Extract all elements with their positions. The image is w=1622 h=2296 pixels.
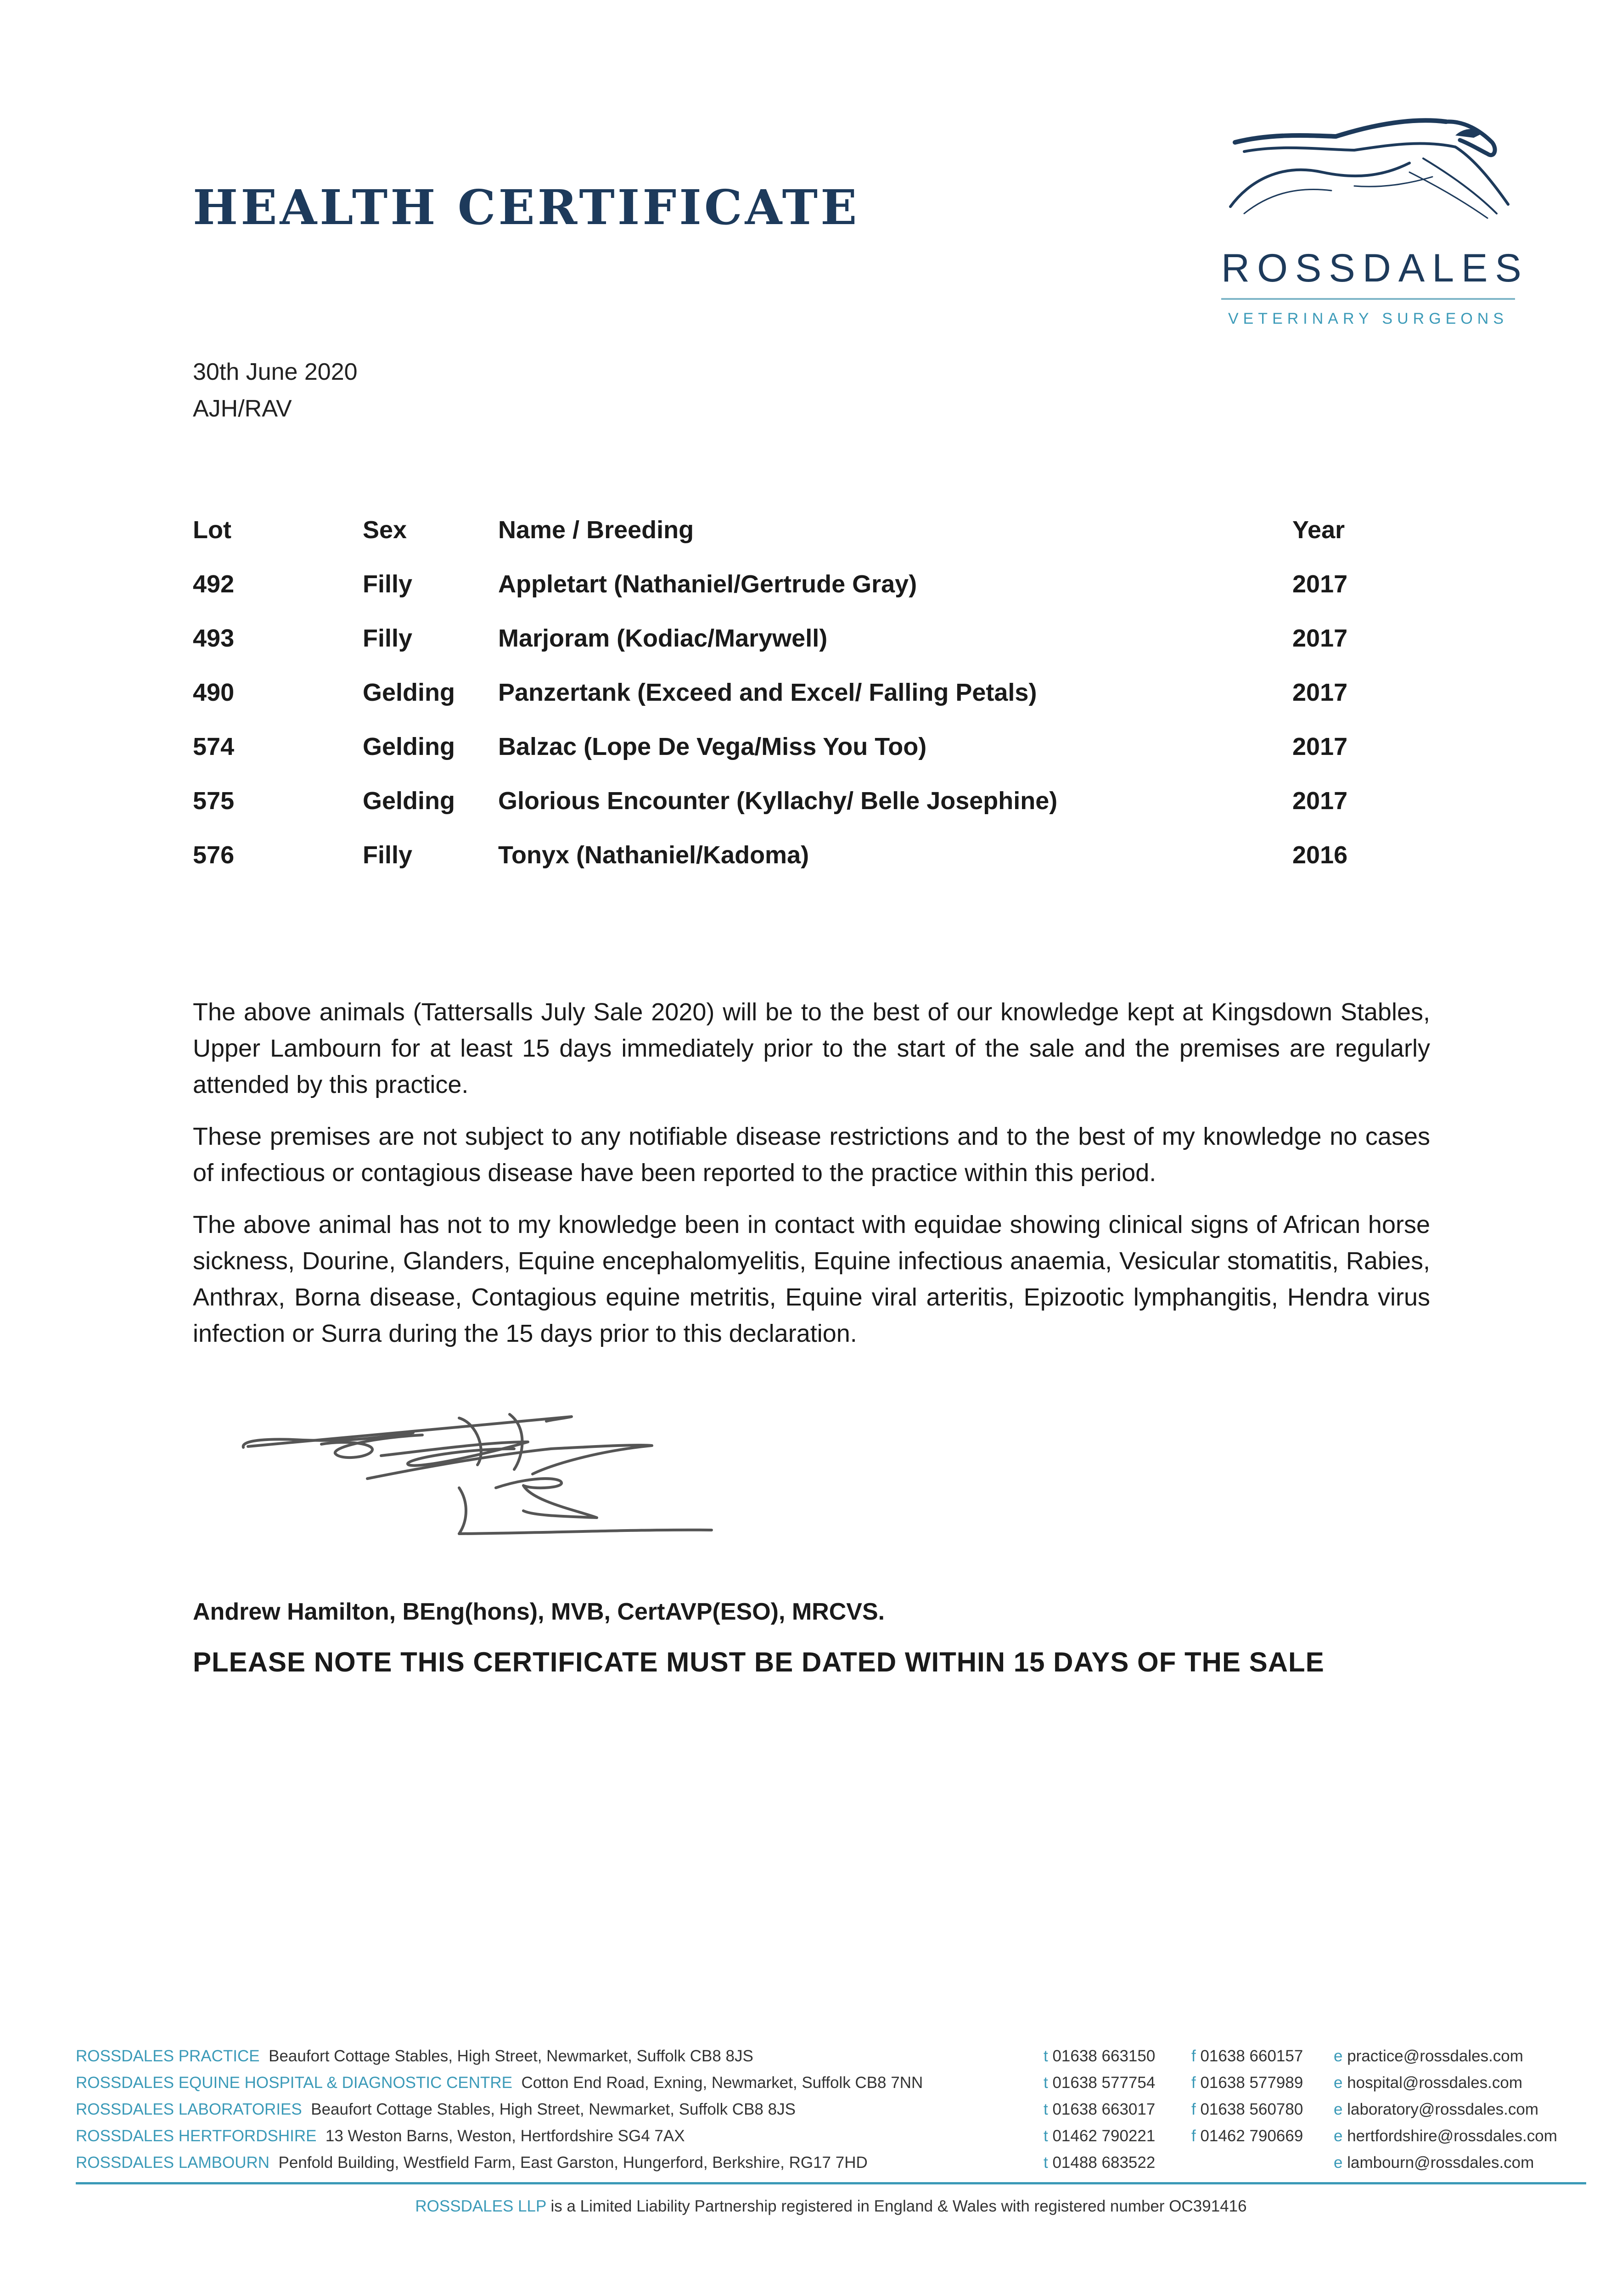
- legal-text: is a Limited Liability Partnership registered in England & Wales with registered number OC391416: [550, 2197, 1247, 2215]
- fax-label: f: [1191, 2100, 1196, 2118]
- cell-year: 2017: [1292, 679, 1348, 706]
- office-phone: 01462 790221: [1052, 2127, 1156, 2145]
- email-label: e: [1334, 2047, 1343, 2065]
- footer-office-row: [76, 2154, 1534, 2179]
- cell-sex: Gelding: [363, 679, 455, 706]
- cell-lot: 574: [193, 733, 235, 760]
- brand-divider: [1221, 298, 1515, 300]
- signatory-name: Andrew Hamilton, BEng(hons), MVB, CertAVP(ESO), MRCVS.: [193, 1598, 885, 1625]
- cell-sex: Filly: [363, 570, 413, 598]
- fax-label: f: [1191, 2127, 1196, 2145]
- footer-office-row: [76, 2047, 1523, 2073]
- cell-name-breeding: Marjoram (Kodiac/Marywell): [498, 625, 828, 652]
- table-header-row: [193, 503, 1384, 557]
- cell-lot: 493: [193, 625, 235, 652]
- office-address: Beaufort Cottage Stables, High Street, Newmarket, Suffolk CB8 8JS: [311, 2100, 796, 2118]
- office-address: Cotton End Road, Exning, Newmarket, Suffolk CB8 7NN: [521, 2074, 923, 2092]
- phone-label: t: [1044, 2154, 1048, 2172]
- cell-name-breeding: Tonyx (Nathaniel/Kadoma): [498, 841, 809, 869]
- reference-code: AJH/RAV: [193, 395, 292, 422]
- handwritten-signature: [230, 1396, 918, 1552]
- table-row: [193, 557, 1384, 611]
- cell-name-breeding: Panzertank (Exceed and Excel/ Falling Petals): [498, 679, 1037, 706]
- table-row: [193, 611, 1384, 665]
- cell-year: 2017: [1292, 733, 1348, 760]
- email-label: e: [1334, 2100, 1343, 2118]
- office-email[interactable]: hertfordshire@rossdales.com: [1347, 2127, 1557, 2145]
- table-row: [193, 665, 1384, 720]
- legal-brand: ROSSDALES LLP: [415, 2197, 546, 2215]
- footer-office-row: [76, 2100, 1539, 2126]
- cell-sex: Gelding: [363, 787, 455, 815]
- header-lot: Lot: [193, 516, 231, 544]
- office-fax: 01462 790669: [1200, 2127, 1303, 2145]
- cell-year: 2016: [1292, 841, 1348, 869]
- table-row: [193, 720, 1384, 774]
- header-name-breeding: Name / Breeding: [498, 516, 694, 544]
- cell-name-breeding: Glorious Encounter (Kyllachy/ Belle Josephine): [498, 787, 1058, 815]
- cell-year: 2017: [1292, 625, 1348, 652]
- phone-label: t: [1044, 2127, 1048, 2145]
- cell-name-breeding: Appletart (Nathaniel/Gertrude Gray): [498, 570, 917, 598]
- cell-lot: 490: [193, 679, 235, 706]
- footer-divider: [76, 2182, 1586, 2184]
- office-phone: 01488 683522: [1052, 2154, 1156, 2172]
- header-sex: Sex: [363, 516, 407, 544]
- office-name: ROSSDALES LABORATORIES: [76, 2100, 302, 2118]
- legal-notice: [76, 2197, 1586, 2216]
- brand-name: ROSSDALES: [1221, 246, 1529, 290]
- certificate-title: HEALTH CERTIFICATE: [193, 179, 860, 236]
- declaration-paragraph: The above animals (Tattersalls July Sale 2020) will be to the best of our knowledge kept at Kingsdown Stables, Upper Lambourn for at least 15 days immediately prior to the start of the sale and the premises are regularly attended by this practice.: [193, 998, 1430, 1098]
- declaration-paragraph: The above animal has not to my knowledge been in contact with equidae showing clinical signs of African horse sickness, Dourine, Glanders, Equine encephalomyelitis, Equine infectious anaemia, Vesicular stomatitis, Rabies, Anthrax, Borna disease, Contagious equine metritis, Equine viral arteritis, Epizootic lymphangitis, Hendra virus infection or Surra during the 15 days prior to this declaration.: [193, 1211, 1430, 1347]
- office-phone: 01638 663150: [1052, 2047, 1156, 2065]
- fax-label: f: [1191, 2074, 1196, 2092]
- phone-label: t: [1044, 2074, 1048, 2092]
- footer-office-row: [76, 2074, 1523, 2099]
- declaration-text: [193, 994, 1430, 1367]
- footer-office-row: [76, 2127, 1557, 2153]
- fax-label: f: [1191, 2047, 1196, 2065]
- cell-sex: Gelding: [363, 733, 455, 760]
- document-meta: [193, 354, 358, 427]
- office-address: Beaufort Cottage Stables, High Street, Newmarket, Suffolk CB8 8JS: [269, 2047, 753, 2065]
- declaration-paragraph: These premises are not subject to any notifiable disease restrictions and to the best of my knowledge no cases of infectious or contagious disease have been reported to the practice within this period.: [193, 1123, 1430, 1187]
- table-row: [193, 774, 1384, 828]
- office-email[interactable]: lambourn@rossdales.com: [1347, 2154, 1534, 2172]
- office-email[interactable]: laboratory@rossdales.com: [1347, 2100, 1539, 2118]
- office-fax: 01638 660157: [1200, 2047, 1303, 2065]
- office-address: Penfold Building, Westfield Farm, East Garston, Hungerford, Berkshire, RG17 7HD: [278, 2154, 868, 2172]
- office-email[interactable]: hospital@rossdales.com: [1347, 2074, 1523, 2092]
- email-label: e: [1334, 2127, 1343, 2145]
- office-email[interactable]: practice@rossdales.com: [1347, 2047, 1523, 2065]
- office-name: ROSSDALES EQUINE HOSPITAL & DIAGNOSTIC CENTRE: [76, 2074, 513, 2092]
- cell-lot: 575: [193, 787, 235, 815]
- cell-lot: 492: [193, 570, 235, 598]
- header-year: Year: [1292, 516, 1345, 544]
- cell-sex: Filly: [363, 625, 413, 652]
- office-name: ROSSDALES HERTFORDSHIRE: [76, 2127, 317, 2145]
- certificate-date: 30th June 2020: [193, 359, 358, 385]
- office-name: ROSSDALES LAMBOURN: [76, 2154, 270, 2172]
- important-notice: PLEASE NOTE THIS CERTIFICATE MUST BE DATED WITHIN 15 DAYS OF THE SALE: [193, 1647, 1325, 1677]
- cell-name-breeding: Balzac (Lope De Vega/Miss You Too): [498, 733, 927, 760]
- rossdales-logo: [1217, 108, 1529, 338]
- email-label: e: [1334, 2074, 1343, 2092]
- table-row: [193, 828, 1384, 882]
- galloping-horse-icon: [1217, 108, 1520, 246]
- cell-year: 2017: [1292, 787, 1348, 815]
- office-phone: 01638 577754: [1052, 2074, 1156, 2092]
- cell-lot: 576: [193, 841, 235, 869]
- brand-tagline: VETERINARY SURGEONS: [1228, 310, 1509, 327]
- office-name: ROSSDALES PRACTICE: [76, 2047, 260, 2065]
- phone-label: t: [1044, 2047, 1048, 2065]
- office-phone: 01638 663017: [1052, 2100, 1156, 2118]
- cell-sex: Filly: [363, 841, 413, 869]
- horse-table: [193, 503, 1384, 882]
- phone-label: t: [1044, 2100, 1048, 2118]
- office-fax: 01638 577989: [1200, 2074, 1303, 2092]
- email-label: e: [1334, 2154, 1343, 2172]
- office-address: 13 Weston Barns, Weston, Hertfordshire SG4 7AX: [325, 2127, 685, 2145]
- cell-year: 2017: [1292, 570, 1348, 598]
- office-fax: 01638 560780: [1200, 2100, 1303, 2118]
